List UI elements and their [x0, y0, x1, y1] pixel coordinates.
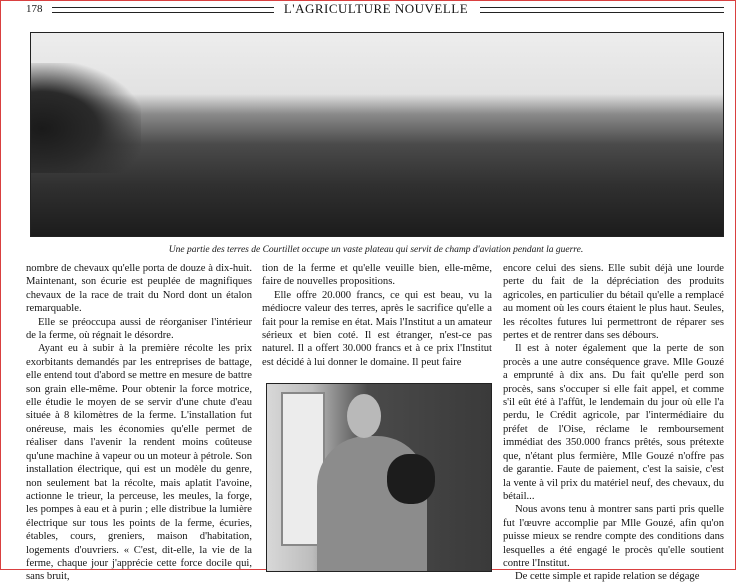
paragraph: tion de la ferme et qu'elle veuille bien, elle-même, faire de nouvelles propositions. [262, 263, 492, 288]
header-rule-left [52, 7, 274, 13]
page-number: 178 [26, 3, 43, 15]
field-photo [30, 32, 724, 237]
woman-head [347, 394, 381, 438]
tree-line [31, 63, 141, 173]
header-rule-right [480, 7, 724, 13]
paragraph: Il est à noter également que la perte de son procès a une autre conséquence grave. Mlle Gouzé a emprunté à dix ans. Du fait qu'elle perd son procès, sans s'occuper si elle fait appel, et comme s'il eût été à l'affût, le lendemain du jour où elle l'a perdu, le Crédit agricole, par l'intermédiaire du préfet de l'Oise, réclame le remboursement immédiat des 350.000 francs prêtés, sous prétexte que, n'étant plus fermière, Mlle Gouzé n'offre pas de garantie. Faute de paiement, c'est la saisie, c'est la vente à vil prix du matériel neuf, des chevaux, du bétail... [503, 343, 724, 502]
portrait-photo [266, 383, 492, 572]
journal-title: L'AGRICULTURE NOUVELLE [283, 1, 469, 16]
paragraph: Nous avons tenu à montrer sans parti pris quelle fut l'œuvre accomplie par Mlle Gouzé, afin qu'on puisse mieux se rendre compte des conditions dans lesquelles a été engagé le procès qu'elle soutient contre l'Institut. [503, 504, 724, 569]
paragraph: Elle se préoccupa aussi de réorganiser l'intérieur de la ferme, où régnait le désordre. [26, 316, 252, 342]
paragraph: De cette simple et rapide relation se dégage [515, 571, 700, 583]
paragraph: Elle offre 20.000 francs, ce qui est beau, vu la médiocre valeur des terres, après le sacrifice qu'elle a fait pour la remise en état. Mais l'Institut a un amateur sérieux et bien coté. Il est étranger, n'est-ce pas naturel. Il a offert 30.000 francs et à ce prix l'Institut est décidé à lui donner le domaine. Il peut faire [262, 289, 492, 368]
text-column-1 [26, 262, 252, 584]
paragraph: Ayant eu à subir à la première récolte les prix exorbitants demandés par les entreprises de battage, elle entend tout d'abord se mettre en mesure de battre son grain elle-même. Pour obtenir la force motrice, elle étudie le moyen de se servir d'une chute d'eau située à 8 kilomètres de la ferme. L'installation fut onéreuse, mais les économies qu'elle permet de réaliser dans l'avenir la rendent moins coûteuse qu'une machine à vapeur ou un moteur à pétrole. Son installation électrique, qui est un modèle du genre, non seulement bat la récolte, mais aplatit l'avoine, actionne le trieur, la perceuse, les meules, la forge, les pompes à eau et à purin ; elle distribue la lumière électrique sur tous les points de la ferme, écuries, étables, cours, greniers, maison d'habitation, logements d'ouvriers. « C'est, dit-elle, la vie de la ferme, chaque jour j'apprécie cette force docile qui, sans bruit, [26, 343, 252, 583]
text-column-2 [262, 262, 492, 369]
paragraph: nombre de chevaux qu'elle porta de douze à dix-huit. Maintenant, son écurie est peuplée de magnifiques chevaux de la race de trait du Nord dont un étalon remarquable. [26, 263, 252, 315]
dog-figure [387, 454, 435, 504]
photo-caption: Une partie des terres de Courtillet occupe un vaste plateau qui servit de champ d'aviation pendant la guerre. [168, 245, 584, 255]
text-column-3 [503, 262, 724, 584]
paragraph: encore celui des siens. Elle subit déjà une lourde perte du fait de la dépréciation des produits agricoles, en particulier du bétail qu'elle a remplacé au moment où les cours étaient le plus haut. Seules, les récoltes futures lui permettront de réparer ses pertes et de rentrer dans ses débours. [503, 263, 724, 342]
page-header [0, 0, 736, 18]
